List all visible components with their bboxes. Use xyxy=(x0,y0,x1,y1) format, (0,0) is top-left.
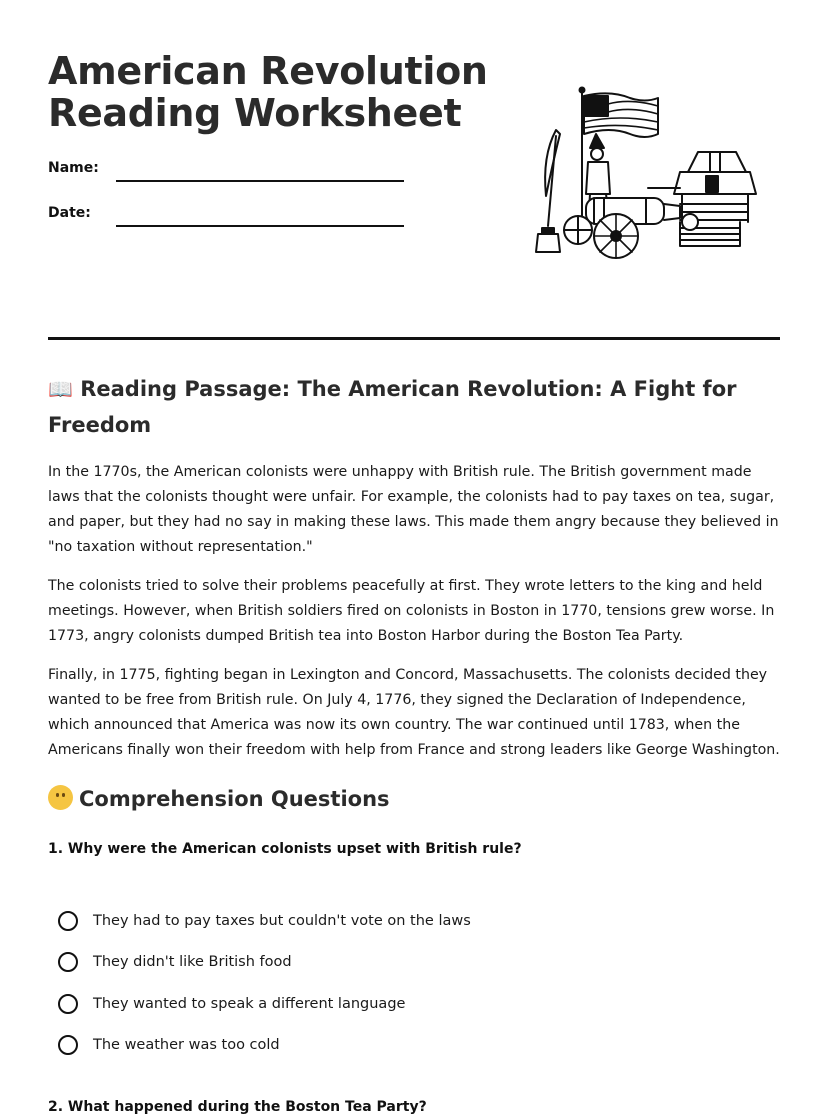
passage-heading-text: Reading Passage: The American Revolution: A Fight for Freedom xyxy=(48,377,737,437)
book-icon: 📖 xyxy=(48,377,73,401)
title-line-1: American Revolution xyxy=(48,49,488,93)
radio-button[interactable] xyxy=(58,994,78,1014)
name-label: Name: xyxy=(48,160,99,176)
section-divider xyxy=(48,337,780,340)
question-1: 1. Why were the American colonists upset with British rule? xyxy=(48,841,522,857)
cabin-icon xyxy=(648,152,756,246)
name-input-line[interactable] xyxy=(116,180,404,182)
passage-paragraph-3: Finally, in 1775, fighting began in Lexington and Concord, Massachusetts. The colonists decided they wanted to be free from British rule. On July 4, 1776, they signed the Declaration of Independence, which announced that America was now its own country. The war continued until 1783, when the Americans finally won their freedom with help from France and strong leaders like George Washington. xyxy=(48,667,780,758)
option-label: The weather was too cold xyxy=(93,1037,280,1054)
option-1a[interactable] xyxy=(58,900,471,942)
reading-passage xyxy=(48,460,782,777)
option-1c[interactable] xyxy=(58,983,471,1025)
passage-paragraph-2: The colonists tried to solve their problems peacefully at first. They wrote letters to the king and held meetings. However, when British soldiers fired on colonists in Boston in 1770, tensions grew worse. In 1773, angry colonists dumped British tea into Boston Harbor during the Boston Tea Party. xyxy=(48,578,775,644)
radio-button[interactable] xyxy=(58,952,78,972)
option-label: They had to pay taxes but couldn't vote on the laws xyxy=(93,912,471,929)
question-1-options xyxy=(58,900,471,1066)
option-label: They didn't like British food xyxy=(93,954,292,971)
title-line-2: Reading Worksheet xyxy=(48,91,462,135)
thinking-face-icon xyxy=(48,785,73,810)
option-label: They wanted to speak a different language xyxy=(93,995,406,1012)
revolution-scene-illustration xyxy=(530,86,770,266)
worksheet-title xyxy=(48,50,488,134)
passage-paragraph-1: In the 1770s, the American colonists were unhappy with British rule. The British government made laws that the colonists thought were unfair. For example, the colonists had to pay taxes on tea, sugar, and paper, but they had no say in making these laws. This made them angry because they believed in "no taxation without representation." xyxy=(48,464,779,555)
radio-button[interactable] xyxy=(58,1035,78,1055)
questions-heading xyxy=(48,781,748,817)
date-input-line[interactable] xyxy=(116,225,404,227)
date-label: Date: xyxy=(48,205,91,221)
option-1d[interactable] xyxy=(58,1025,471,1067)
radio-button[interactable] xyxy=(58,911,78,931)
questions-heading-text: Comprehension Questions xyxy=(79,787,390,811)
passage-heading xyxy=(48,371,748,443)
option-1b[interactable] xyxy=(58,942,471,984)
quill-inkwell-icon xyxy=(536,130,560,252)
question-2: 2. What happened during the Boston Tea Party? xyxy=(48,1099,427,1115)
